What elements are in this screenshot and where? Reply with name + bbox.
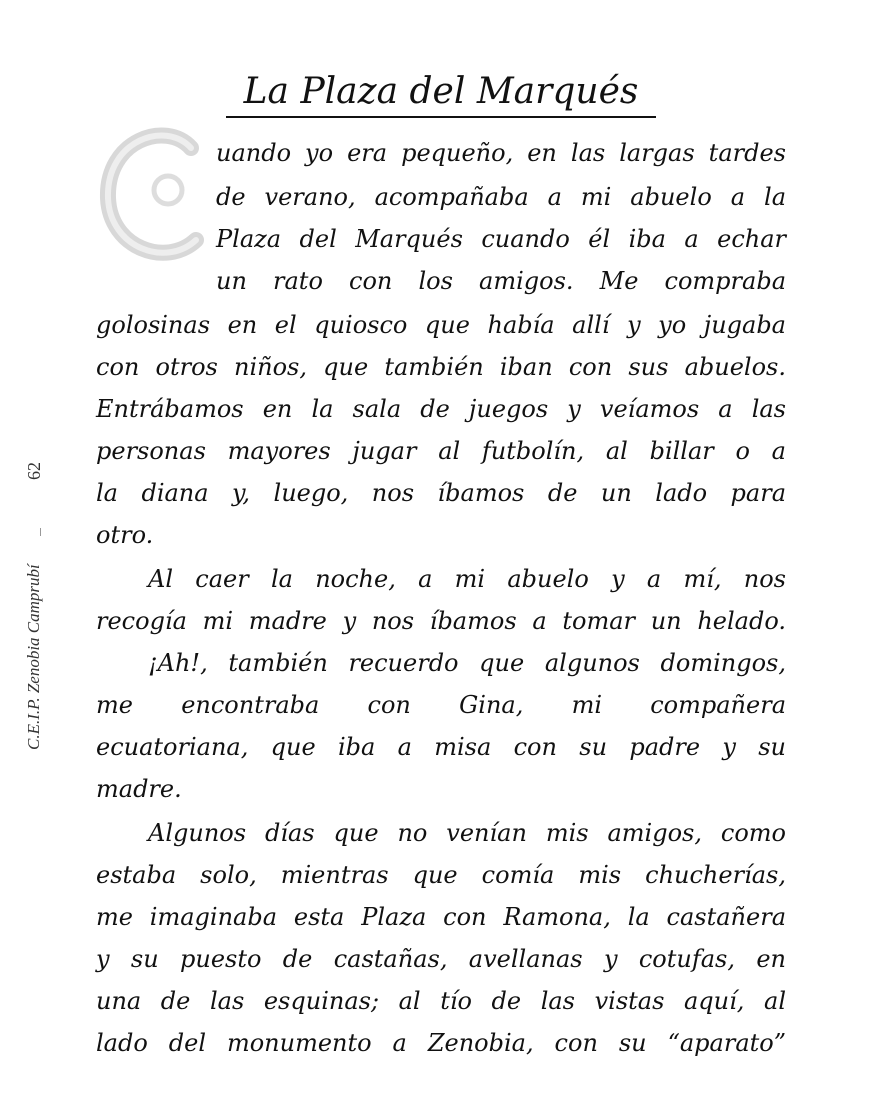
sidebar-divider [40, 528, 41, 536]
text-line: de verano, acompañaba a mi abuelo a la [216, 183, 786, 211]
text-line: recogía mi madre y nos íbamos a tomar un helado. [96, 607, 786, 635]
text-line: y su puesto de castañas, avellanas y cotufas, en [96, 945, 786, 973]
text-line: ecuatoriana, que iba a misa con su padre y su [96, 733, 786, 761]
text-line: Plaza del Marqués cuando él iba a echar [216, 225, 786, 253]
text-line: un rato con los amigos. Me compraba [216, 267, 786, 295]
text-line: una de las esquinas; al tío de las vistas aquí, al [96, 987, 786, 1015]
drop-cap-c [96, 120, 216, 270]
text-line: con otros niños, que también iban con sus abuelos. [96, 353, 786, 381]
text-line: lado del monumento a Zenobia, con su “aparato” [96, 1029, 786, 1057]
text-line: Entrábamos en la sala de juegos y veíamos a las [96, 395, 786, 423]
text-line: otro. [96, 521, 154, 549]
text-line: estaba solo, mientras que comía mis chucherías, [96, 861, 786, 889]
text-line: Algunos días que no venían mis amigos, como [148, 819, 786, 847]
page-number: 62 [24, 462, 44, 480]
school-name: C.E.I.P. Zenobia Camprubí [24, 564, 43, 750]
text-line: me imaginaba esta Plaza con Ramona, la castañera [96, 903, 786, 931]
text-line: personas mayores jugar al futbolín, al billar o a [96, 437, 786, 465]
text-line: Al caer la noche, a mi abuelo y a mí, nos [148, 565, 786, 593]
text-line: uando yo era pequeño, en las largas tardes [216, 139, 786, 167]
text-line: ¡Ah!, también recuerdo que algunos domingos, [148, 649, 786, 677]
page-title: La Plaza del Marqués [226, 70, 656, 118]
text-line: golosinas en el quiosco que había allí y yo jugaba [96, 311, 786, 339]
text-line: madre. [96, 775, 182, 803]
text-line: la diana y, luego, nos íbamos de un lado para [96, 479, 786, 507]
text-line: me encontraba con Gina, mi compañera [96, 691, 786, 719]
